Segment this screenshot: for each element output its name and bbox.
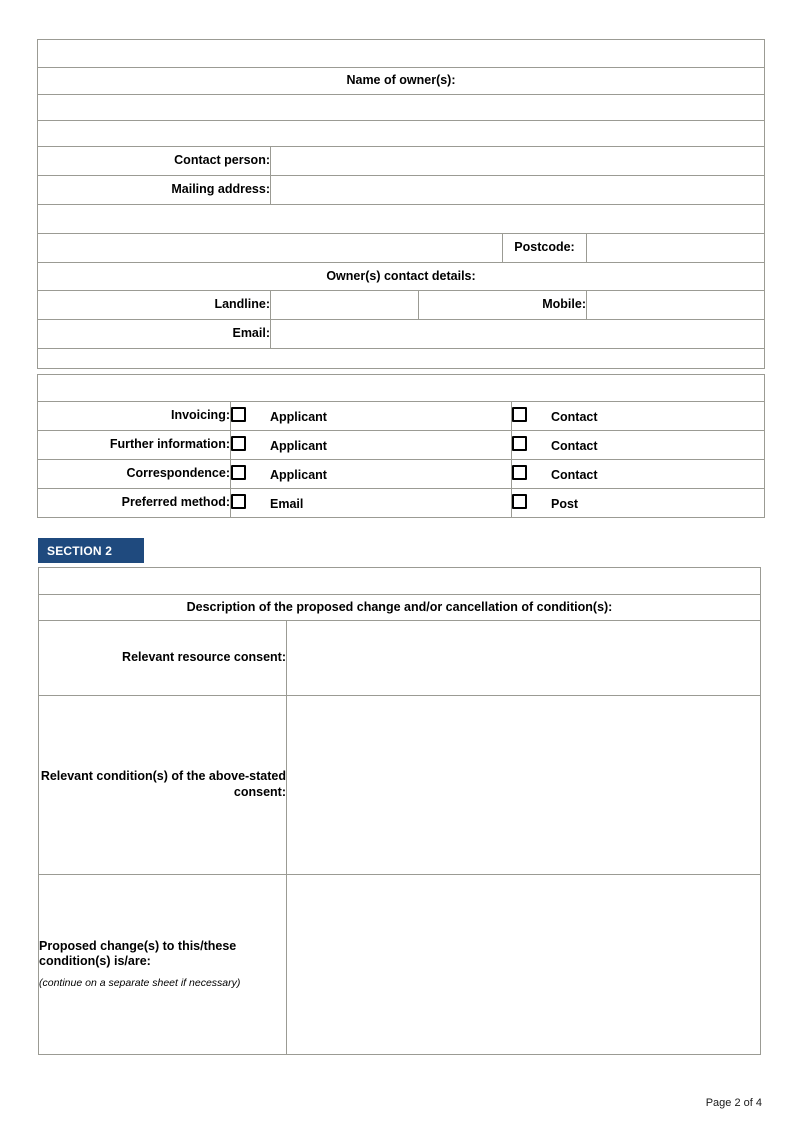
- email-row: [38, 320, 765, 349]
- checkbox-icon[interactable]: [512, 494, 527, 509]
- mailing-address-field[interactable]: [271, 176, 765, 205]
- page-footer: [706, 1097, 762, 1109]
- name-of-owners-field-1[interactable]: [38, 95, 765, 121]
- section-2-description-row: [39, 595, 761, 621]
- proposed-changes-label: Proposed change(s) to this/these condition(s) is/are:: [39, 938, 237, 969]
- landline-label: Landline:: [38, 291, 271, 320]
- section-2-header-row: [39, 568, 761, 595]
- name-of-owners-input-row-1: [38, 95, 765, 121]
- checkbox-icon[interactable]: [231, 407, 246, 422]
- section-2-tab-label: SECTION 2: [47, 543, 113, 558]
- name-of-owners-label: Name of owner(s):: [38, 68, 765, 95]
- preferred-method-post-option[interactable]: [512, 489, 765, 518]
- name-of-owners-label-row: [38, 68, 765, 95]
- proposed-changes-row: [39, 875, 761, 1055]
- contact-person-row: [38, 147, 765, 176]
- further-information-contact-label: Contact: [551, 438, 598, 453]
- further-information-contact-option[interactable]: [512, 431, 765, 460]
- preferred-method-email-label: Email: [270, 496, 304, 511]
- invoicing-contact-label: Contact: [551, 409, 598, 424]
- landline-mobile-row: [38, 291, 765, 320]
- owner-table: [37, 39, 765, 369]
- relevant-resource-consent-label: Relevant resource consent:: [39, 621, 287, 696]
- section-2-description-label: Description of the proposed change and/or cancellation of condition(s):: [39, 595, 761, 621]
- owner-contact-details-label: Owner(s) contact details:: [38, 263, 765, 291]
- proposed-changes-label-cell: [39, 875, 287, 1055]
- invoicing-applicant-label: Applicant: [270, 409, 327, 424]
- invoicing-label: Invoicing:: [38, 402, 231, 431]
- further-information-label: Further information:: [38, 431, 231, 460]
- section-2-header: PROPOSED CHANGE AND/OR CANCELLATION OF CONDITION(S): [39, 568, 761, 595]
- correspondence-applicant-option[interactable]: [231, 460, 512, 489]
- further-information-applicant-option[interactable]: [231, 431, 512, 460]
- mailing-address-field-3[interactable]: [38, 234, 503, 263]
- postcode-row: [38, 234, 765, 263]
- email-field[interactable]: [271, 320, 765, 349]
- relevant-conditions-row: [39, 696, 761, 875]
- owner-header-row: [38, 40, 765, 68]
- owner-header-title: OWNER: [294, 45, 343, 60]
- landline-field[interactable]: [271, 291, 419, 320]
- name-of-owners-field-2[interactable]: [38, 121, 765, 147]
- section-2-tab: [38, 538, 144, 563]
- communication-row-further-information: [38, 431, 765, 460]
- communication-row-invoicing: [38, 402, 765, 431]
- owner-header-subtitle: (if different from applicant): [346, 45, 508, 60]
- mobile-label: Mobile:: [419, 291, 587, 320]
- mailing-address-field-2[interactable]: [38, 205, 765, 234]
- name-of-owners-input-row-2: [38, 121, 765, 147]
- checkbox-icon[interactable]: [231, 436, 246, 451]
- owner-section-header: [38, 40, 765, 68]
- communication-row-preferred-method: [38, 489, 765, 518]
- relevant-conditions-field[interactable]: [287, 696, 761, 875]
- correspondence-contact-label: Contact: [551, 467, 598, 482]
- checkbox-icon[interactable]: [512, 436, 527, 451]
- postcode-label: Postcode:: [503, 234, 587, 263]
- checkbox-icon[interactable]: [231, 494, 246, 509]
- mailing-address-row-2: [38, 205, 765, 234]
- mailing-address-row: [38, 176, 765, 205]
- communication-section-header: COMMUNICATION: [38, 375, 765, 402]
- relevant-resource-consent-row: [39, 621, 761, 696]
- checkbox-icon[interactable]: [512, 465, 527, 480]
- checkbox-icon[interactable]: [231, 465, 246, 480]
- page-number-text: Page 2 of 4: [705, 1097, 762, 1109]
- further-information-applicant-label: Applicant: [270, 438, 327, 453]
- owner-spacer-row: [38, 349, 765, 369]
- preferred-method-post-label: Post: [551, 496, 579, 511]
- section-2-table: [38, 567, 761, 1055]
- contact-person-field[interactable]: [271, 147, 765, 176]
- owner-spacer-cell: [38, 349, 765, 369]
- communication-header-row: [38, 375, 765, 402]
- relevant-resource-consent-field[interactable]: [287, 621, 761, 696]
- preferred-method-label: Preferred method:: [38, 489, 231, 518]
- mobile-field[interactable]: [587, 291, 765, 320]
- invoicing-applicant-option[interactable]: [231, 402, 512, 431]
- correspondence-contact-option[interactable]: [512, 460, 765, 489]
- invoicing-contact-option[interactable]: [512, 402, 765, 431]
- mailing-address-label: Mailing address:: [38, 176, 271, 205]
- email-label: Email:: [38, 320, 271, 349]
- communication-row-correspondence: [38, 460, 765, 489]
- preferred-method-email-option[interactable]: [231, 489, 512, 518]
- proposed-changes-note: (continue on a separate sheet if necessary): [39, 977, 241, 990]
- proposed-changes-field[interactable]: [287, 875, 761, 1055]
- postcode-field[interactable]: [587, 234, 765, 263]
- communication-table: [37, 374, 765, 518]
- contact-details-label-row: [38, 263, 765, 291]
- correspondence-label: Correspondence:: [38, 460, 231, 489]
- correspondence-applicant-label: Applicant: [270, 467, 327, 482]
- relevant-conditions-label: Relevant condition(s) of the above-stated consent:: [39, 696, 287, 875]
- contact-person-label: Contact person:: [38, 147, 271, 176]
- checkbox-icon[interactable]: [512, 407, 527, 422]
